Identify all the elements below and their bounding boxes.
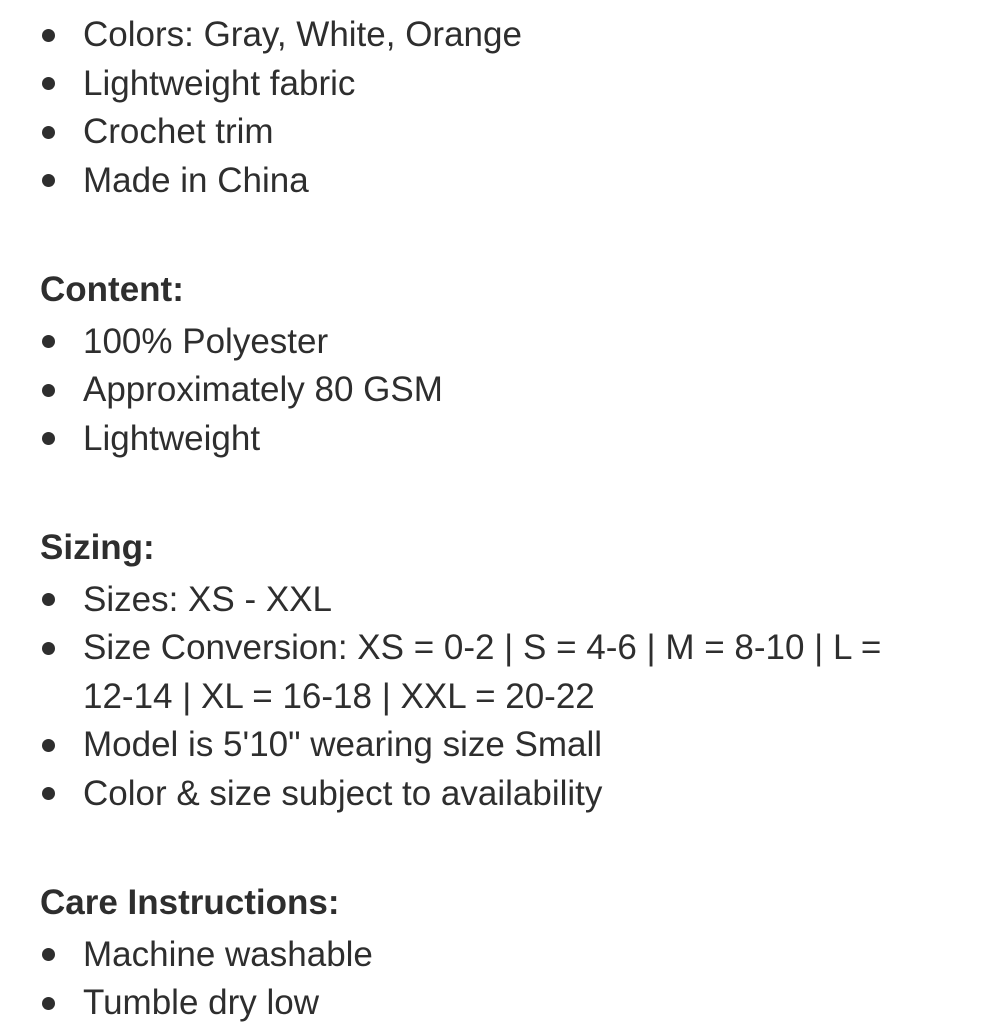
section-heading: Content: xyxy=(40,270,184,309)
list-item-text: Colors: Gray, White, Orange xyxy=(83,15,522,54)
bullet-list xyxy=(40,576,940,819)
list-item-text: Model is 5'10" wearing size Small xyxy=(83,725,603,764)
bullet-icon xyxy=(42,739,55,752)
description-section xyxy=(40,266,960,463)
list-item-text: Tumble dry low xyxy=(83,983,319,1022)
bullet-icon xyxy=(42,384,55,397)
list-item-text: Color & size subject to availability xyxy=(83,773,603,813)
bullet-icon xyxy=(42,948,55,961)
section-heading: Care Instructions: xyxy=(40,883,340,922)
bullet-icon xyxy=(42,642,55,655)
list-item xyxy=(40,576,940,625)
list-item-text: Machine washable xyxy=(83,934,373,974)
list-item xyxy=(40,11,940,60)
list-item xyxy=(40,366,940,415)
list-item xyxy=(40,318,940,367)
bullet-list xyxy=(40,318,940,464)
list-item xyxy=(40,770,940,819)
bullet-list xyxy=(40,11,940,205)
list-item-text: Crochet trim xyxy=(83,112,274,151)
list-item-text: Lightweight fabric xyxy=(83,63,356,103)
bullet-icon xyxy=(42,77,55,90)
section-heading: Sizing: xyxy=(40,528,155,567)
bullet-icon xyxy=(42,174,55,187)
list-item-text: Sizes: XS - XXL xyxy=(83,579,332,619)
bullet-icon xyxy=(42,126,55,139)
list-item xyxy=(40,157,940,206)
list-item xyxy=(40,415,940,464)
bullet-icon xyxy=(42,593,55,606)
list-item xyxy=(40,721,940,770)
bullet-list xyxy=(40,931,940,1028)
list-item-text: Approximately 80 GSM xyxy=(83,370,443,409)
bullet-icon xyxy=(42,29,55,42)
list-item-text: 100% Polyester xyxy=(83,321,329,361)
list-item-text: Made in China xyxy=(83,160,309,200)
description-section xyxy=(40,11,960,205)
list-item-text: Lightweight xyxy=(83,418,261,458)
list-item xyxy=(40,60,940,109)
list-item xyxy=(40,979,940,1028)
list-item xyxy=(40,624,940,721)
list-item-text: Size Conversion: XS = 0-2 | S = 4-6 | M = 8-10 | L = 12-14 | XL = 16-18 | XXL = 20-22 xyxy=(83,628,882,716)
description-section xyxy=(40,524,960,818)
description-section xyxy=(40,879,960,1028)
list-item xyxy=(40,931,940,980)
bullet-icon xyxy=(42,787,55,800)
bullet-icon xyxy=(42,997,55,1010)
bullet-icon xyxy=(42,432,55,445)
list-item xyxy=(40,108,940,157)
bullet-icon xyxy=(42,335,55,348)
